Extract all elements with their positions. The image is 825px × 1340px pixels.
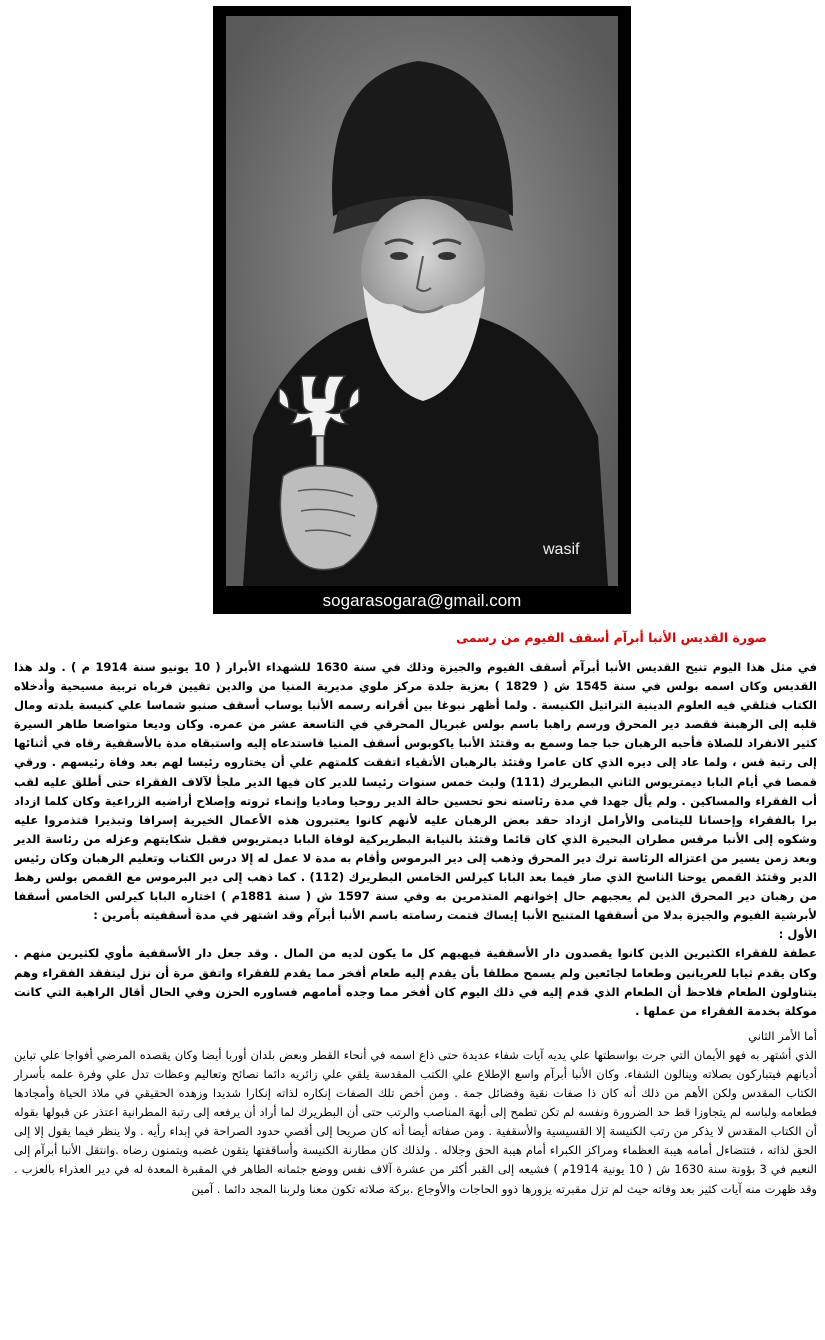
article-body (14, 658, 817, 1199)
second-point-heading: أما الأمر الثاني (748, 1028, 817, 1043)
saint-portrait (213, 6, 631, 614)
email-watermark: sogarasogara@gmail.com (322, 591, 522, 610)
first-point-body: عطفة للفقراء الكثيرين الذين كانوا يقصدون دار الأسقفية فيهبهم كل ما يكون لديه من المال . وقد جعل دار الأسقفية مأوي لكثيرين منهم . وكان يقدم ثيابا للعريانين وطعاما لجائعين ولم يسمح مطلقا بأن يقدم إليه طعام أفخر مما يقدم للفقراء واتفق مرة أن نزل ليتفقد الفقراء وهم يتناولون الطعام فلاحظ أن الطعام الذي قدم إليه في ذلك اليوم كان أفخر مما وجده أمامهم فساوره الحزن وفي الحال أقال الراهبة التي كانت موكلة بخدمة الفقراء من عملها . (14, 946, 817, 1018)
first-point-heading: الأول : (778, 927, 817, 942)
intro-paragraph: في مثل هذا اليوم تنيح القديس الأنبا أبرآم أسقف الفيوم والجيزة وذلك في سنة 1630 للشهداء الأبرار ( 10 يونيو سنة 1914 م ) . ولد هذا القديس وكان اسمه بولس في سنة 1545 ش ( 1829 ) بعزبة جلدة مركز ملوي مديرية المنيا من والدين تقيين فرباه تربية مسيحية وأدخلاه الكتاب فتلقي فيه العلوم الدينية التراتيل الكنيسة . ولما أظهر نبوغا بين أقرانه رسمه الأنبا يوساب أسقف صنبو شماسا علي كنيسة بلدته ومال قلبه إلى الرهبنة فقصد دير المحرق ورسم راهبا باسم بولس غبريال المحرقي في التاسعة عشر من عمره. وكان وديعا متواضعا طاهر السيرة كثير الانفراد للصلاة فأحبه الرهبان حبا جما وسمع به وقتئذ الأنبا ياكوبوس أسقف المنيا فاستدعاه إليه واستبقاه مدة بالأسقفية رقاه في أثنائها إلى رتبة قس ، ولما عاد إلى ديره الذي كان عامرا وقتئذ بالرهبان الأتقياء اتفقت كلمتهم علي أن يختاروه رئيسا لهم بعد وفاة رئيسهم . ورقي قمصا في أيام البابا ديمتريوس الثاني البطريرك (111) ولبث خمس سنوات رئيسا للدير كان فيها الدير ملجأ لآلاف الفقراء حتى أطلق عليه لقب أب الفقراء والمساكين . ولم يأل جهدا في مدة رئاسته نحو تحسين حالة الدير روحيا وماديا وإنماء ثروته وإصلاح أراضيه الزراعية وكان كلما ازداد برا بالفقراء وإحسانا لليتامى والأرامل ازداد حقد بعض الرهبان عليه لأنهم كانوا يعتبرون هذه الأعمال الخيرية إسرافا وتبذيرا فتذمروا عليه وشكوه إلى الأنبا مرقس مطران البحيرة الذي كان قائما وقتئذ بالنيابة البطريركية لوفاة البابا ديمتريوس فقبل شكايتهم وعزله من رئاسة الدير وبعد زمن يسير من اعتزاله الرئاسة ترك دير المحرق وذهب إلى دير البرموس وأقام به مدة لا عمل له إلا درس الكتاب وتعليم الرهبان وكان رئيس الدير وقتئذ القمص يوحنا الناسخ الذي صار فيما بعد البابا كيرلس الخامس البطريرك (112) . كما ذهب إلى دير البرموس مع القمص بولس رهط من رهبان دير المحرق الذين لم يعجبهم حال إخوانهم المتذمرين به وفي سنة 1597 ش ( سنة 1881م ) اختاره البابا كيرلس الخامس أسقفا لأبرشية الفيوم والجيزة بدلا من أسقفها المتنيح الأنبا إيساك فتمت رسامته باسم الأنبا أبرآم وقد اشتهر في مدة أسقفيته بأمرين : (14, 660, 817, 923)
second-point-body: الذي أشتهر به فهو الأيمان التي جرت بواسطتها علي يديه آيات شفاء عديدة حتى ذاع اسمه في أنحاء القطر وبعض بلدان أوربا أيضا وكان يقصده المرضي أفواجا علي تباين أديانهم فيتباركون بصلاته وينالون الشفاء. وكان الأنبا أبرآم واسع الإطلاع علي الكتب المقدسة يلقي علي زائريه دائما نصائح وتعاليم وعظات تدل علي وفرة علمه بأسرار الكتاب المقدس ولكن الأهم من ذلك أنه كان ذا صفات نقية وفضائل جمة . ومن أخص تلك الصفات إنكاره لذاته إنكارا شديدا وزهده الحقيقي في ملاذ الحياة وأمجادها فطعامه ولباسه لم يتجاوزا قط حد الضرورة ونفسه لم تكن تطمح إلى أبهة المناصب والرتب حتى أن البطريرك لما أراد أن يرفعه إلى رتبة المطرانية اعتذر عن قبولها بقوله أن الكتاب المقدس لا يذكر من رتب الكنيسة إلا القسيسية والأسقفية . ومن صفاته أيضا أنه كان صريحا إلى أقصي حدود الصراحة في إبداء رأيه . ولا ينظر فيما يقول إلا إلى الحق لذاته ، فتتضاءل أمامه هيبة العظماء ومراكز الكبراء أمام هيبة الحق وجلاله . ولذلك كان مطارنة الكنيسة وأساقفتها يتقون غضبه ويتمنون رضاه .وانتقل الأنبا أبرآم إلى النعيم في 3 بؤونة سنة 1630 ش ( 10 يونية 1914م ) فشيعه إلى القبر أكثر من عشرة آلاف نفس ووضع جثمانه الطاهر في المقبرة المعدة له في دير العذراء بالعزب . وقد ظهرت منه آيات كثير بعد وفاته حيث لم تزل مقبرته يزورها ذوو الحاجات والأوجاع .بركة صلاته تكون معنا ولربنا المجد دائما . آمين (14, 1047, 818, 1196)
image-caption: صورة القديس الأنبا أبرآم أسقف الفيوم من رسمى (456, 630, 767, 645)
artist-signature: wasif (543, 541, 580, 558)
portrait-drawing (213, 6, 631, 614)
